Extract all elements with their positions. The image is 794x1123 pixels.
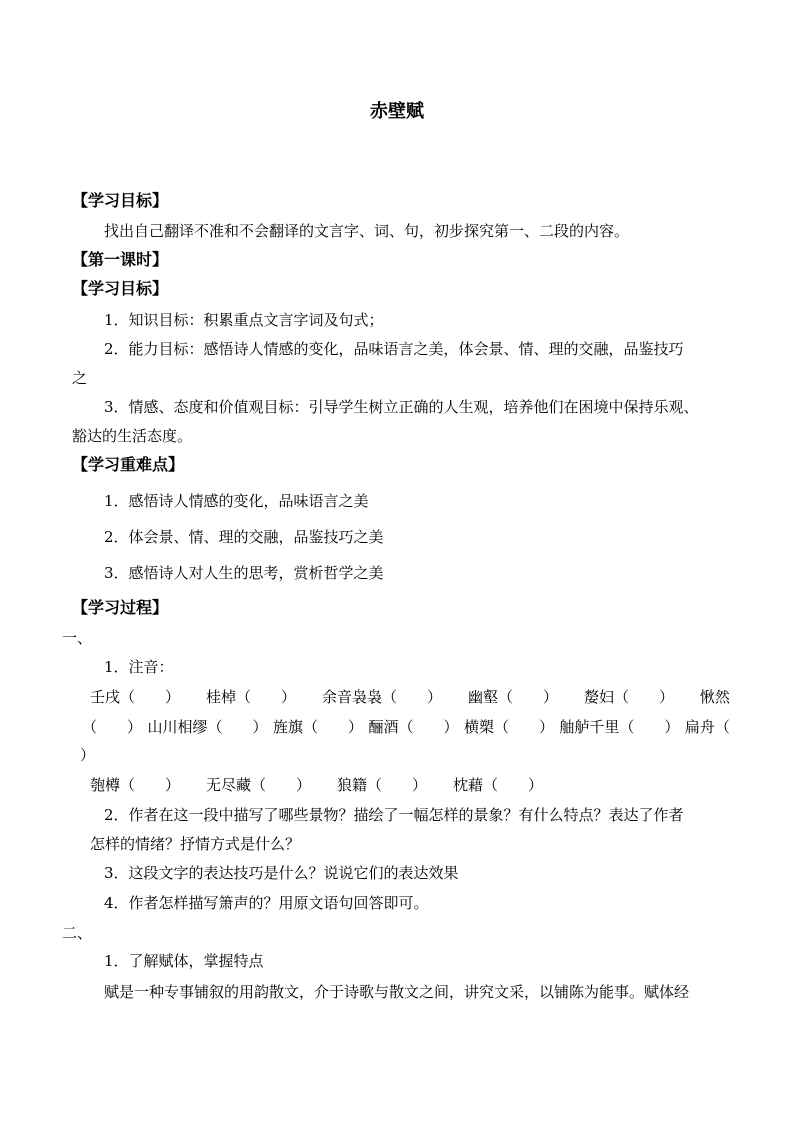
pinyin-item: 嫠妇（ ）: [583, 688, 674, 706]
heading-key-points: 【学习重难点】: [72, 455, 185, 474]
section-one-label: 一、: [62, 629, 93, 647]
question-4: 4．作者怎样描写箫声的？用原文语句回答即可。: [104, 894, 429, 912]
heading-process: 【学习过程】: [72, 598, 169, 617]
goal-ability-cont: 之: [72, 369, 88, 387]
pinyin-item: 壬戌（ ）: [90, 688, 181, 706]
section-two-label: 二、: [62, 924, 93, 942]
pinyin-item: 旌旗（ ）: [272, 718, 363, 736]
pronunciation-row-4: [90, 778, 543, 793]
section-two-item-1: 1．了解赋体，掌握特点: [104, 952, 264, 970]
pinyin-item: 桂棹（ ）: [205, 688, 296, 706]
pronunciation-label: 1．注音：: [104, 658, 174, 676]
fu-description: 赋是一种专事铺叙的用韵散文，介于诗歌与散文之间，讲究文采，以铺陈为能事。赋体经: [104, 983, 690, 1001]
pinyin-item: 匏樽（ ）: [90, 776, 181, 794]
document-title: 赤壁赋: [370, 101, 424, 122]
pronunciation-row-1: [90, 690, 730, 705]
pinyin-item: 酾酒（ ）: [368, 718, 459, 736]
pinyin-item: （ ）: [82, 718, 143, 736]
pronunciation-row-3: ）: [80, 746, 96, 764]
pronunciation-row-2: [82, 720, 730, 735]
pinyin-item: 余音袅袅（ ）: [321, 688, 442, 706]
goal-attitude: 3．情感、态度和价值观目标：引导学生树立正确的人生观，培养他们在困境中保持乐观、: [104, 398, 699, 416]
heading-first-lesson: 【第一课时】: [72, 250, 169, 269]
pinyin-item: 横槊（ ）: [463, 718, 554, 736]
goal-knowledge: 1．知识目标：积累重点文言字词及句式；: [104, 311, 384, 329]
question-2-cont: 怎样的情绪？抒情方式是什么？: [90, 835, 301, 853]
goal-text: 找出自己翻译不准和不会翻译的文言字、词、句，初步探究第一、二段的内容。: [104, 222, 630, 240]
pinyin-item: 舳舻千里（ ）: [559, 718, 680, 736]
pinyin-item: 山川相缪（ ）: [147, 718, 268, 736]
pinyin-item: 扁舟（: [684, 718, 730, 736]
key-point-2: 2．体会景、情、理的交融，品鉴技巧之美: [104, 528, 384, 546]
pinyin-item: 愀然: [699, 688, 730, 706]
pinyin-item: 狼籍（ ）: [337, 776, 428, 794]
question-3: 3．这段文字的表达技巧是什么？说说它们的表达效果: [104, 864, 459, 882]
pinyin-item: 枕藉（ ）: [453, 776, 544, 794]
pinyin-item: 幽壑（ ）: [467, 688, 558, 706]
goal-attitude-cont: 豁达的生活态度。: [72, 427, 193, 445]
heading-learning-goals: 【学习目标】: [72, 191, 169, 210]
heading-learning-goals-2: 【学习目标】: [72, 279, 169, 298]
pinyin-item: 无尽藏（ ）: [206, 776, 312, 794]
key-point-1: 1．感悟诗人情感的变化，品味语言之美: [104, 492, 369, 510]
goal-ability: 2．能力目标：感悟诗人情感的变化，品味语言之美，体会景、情、理的交融，品鉴技巧: [104, 340, 684, 358]
question-2: 2．作者在这一段中描写了哪些景物？描绘了一幅怎样的景象？有什么特点？表达了作者: [104, 806, 684, 824]
key-point-3: 3．感悟诗人对人生的思考，赏析哲学之美: [104, 564, 384, 582]
